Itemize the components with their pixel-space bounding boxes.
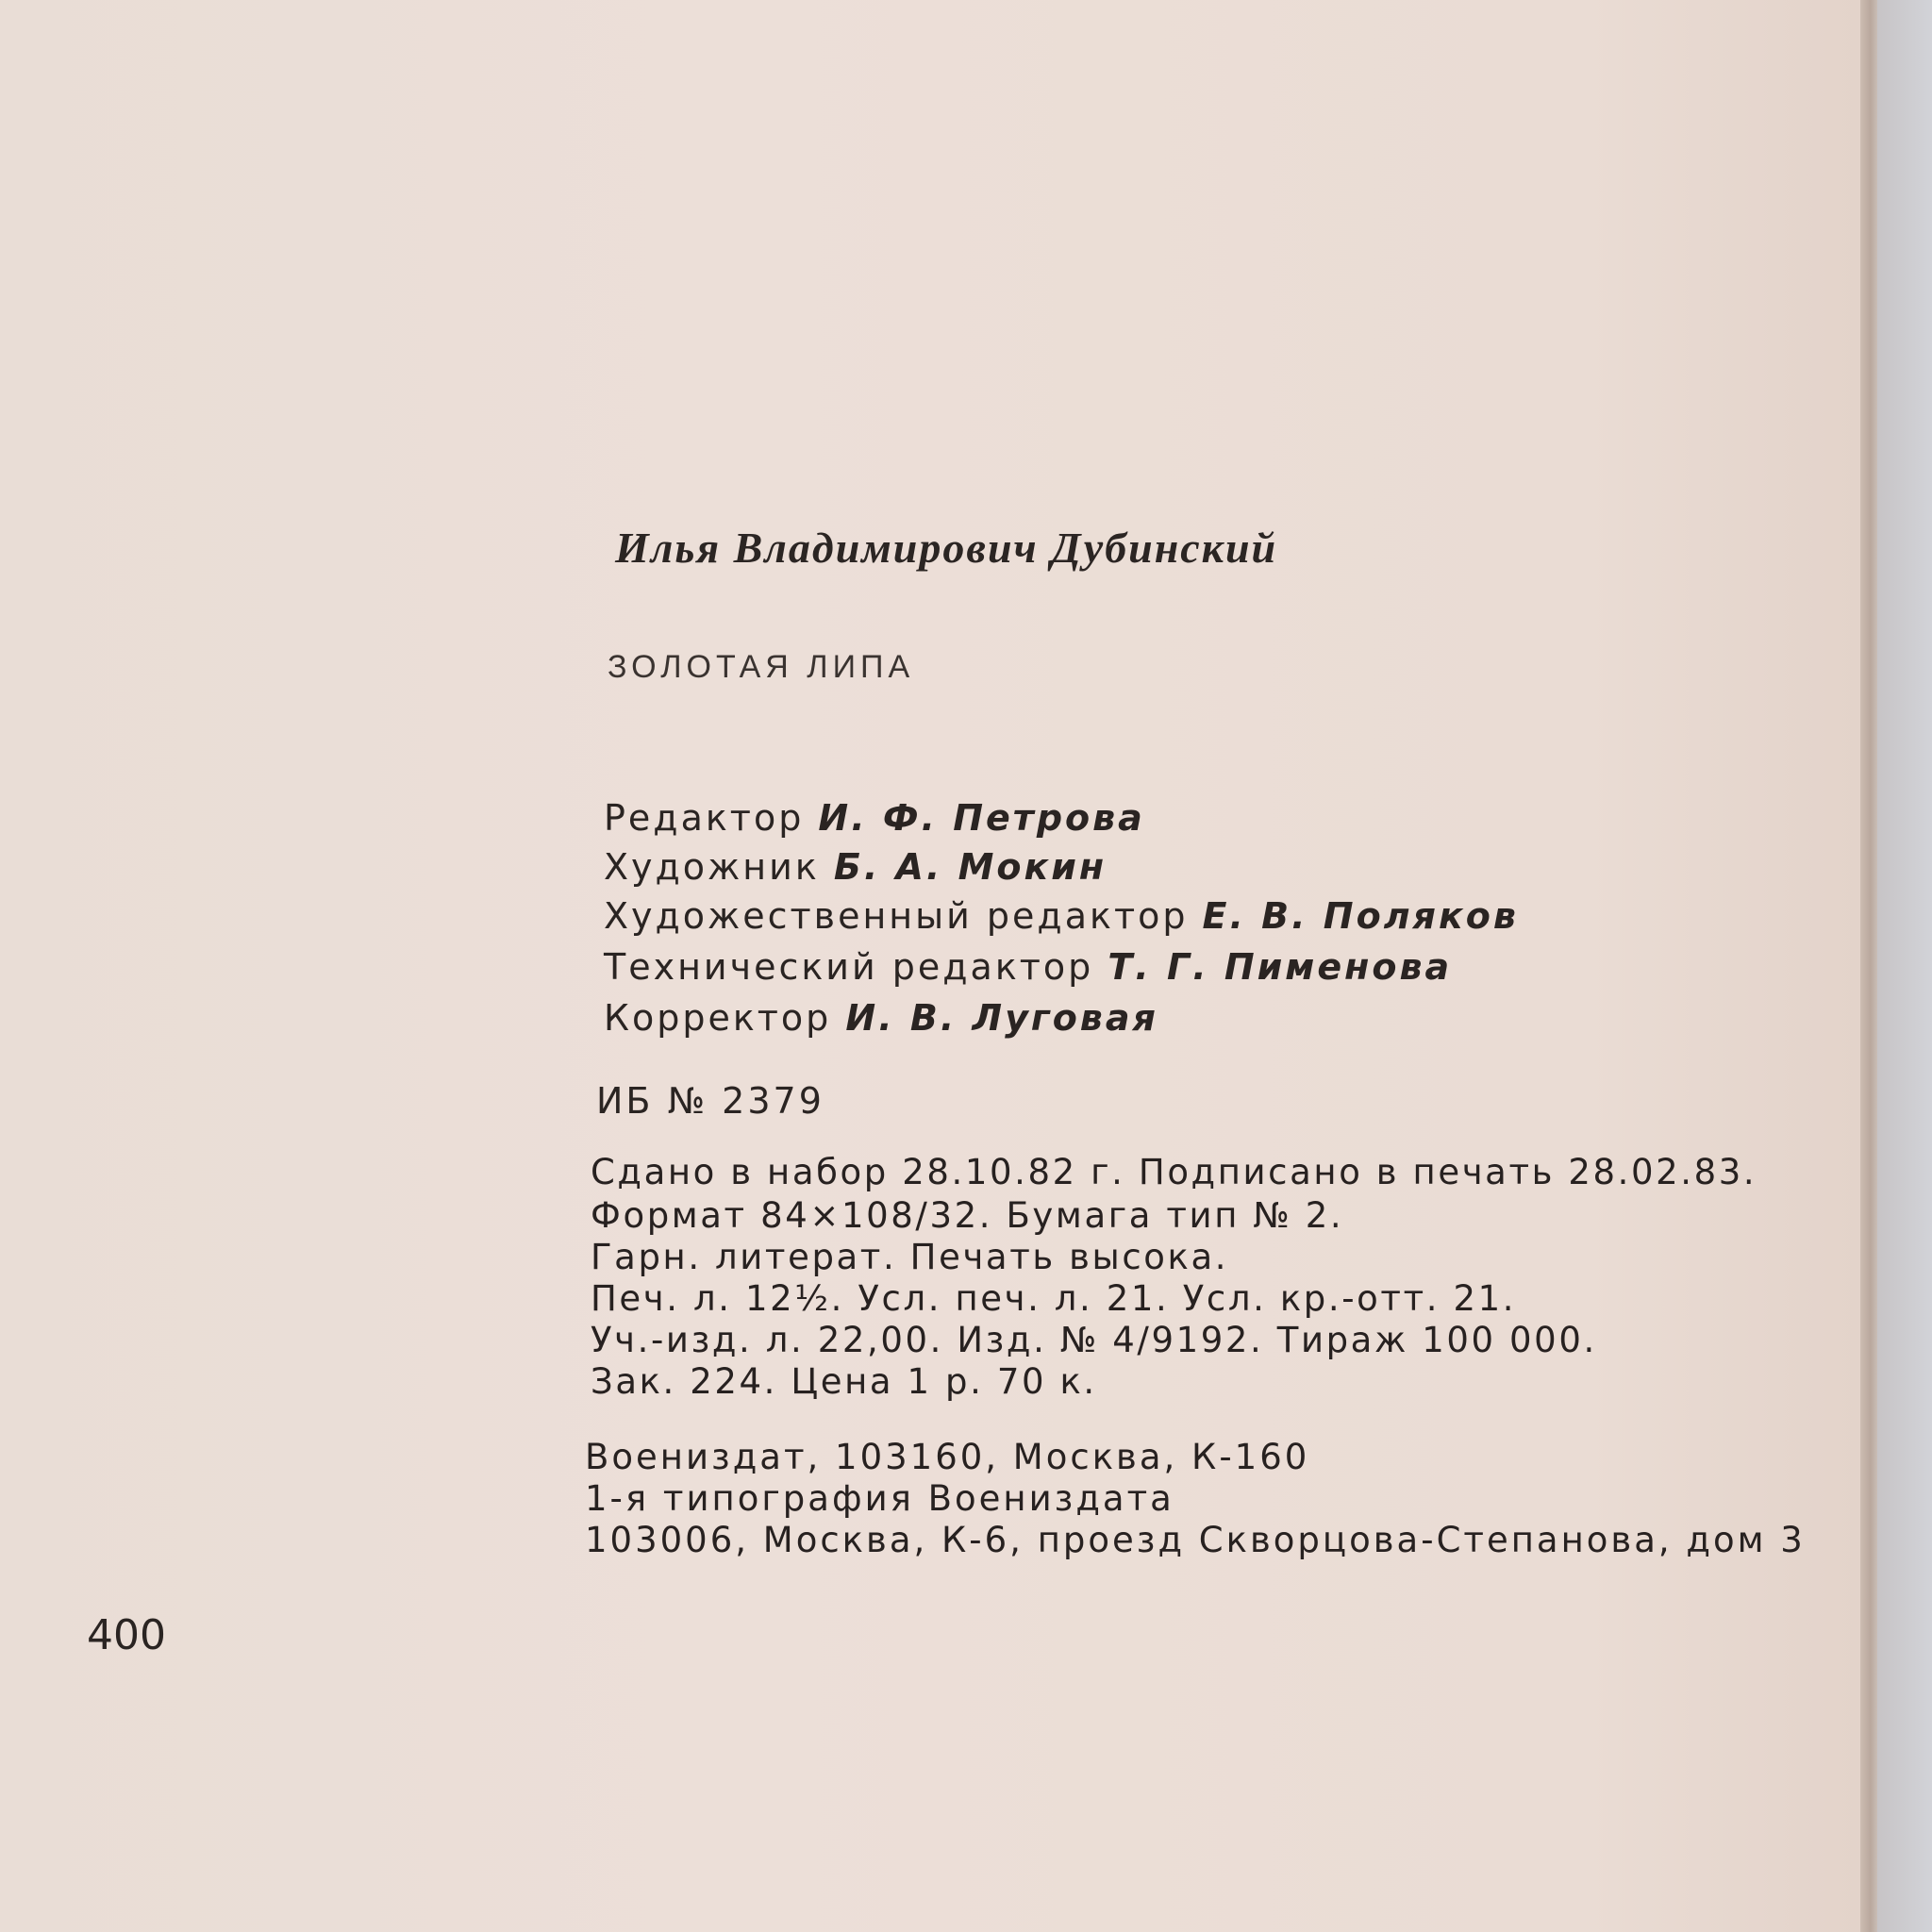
credit-person: И. Ф. Петрова: [818, 797, 1145, 839]
credit-person: Т. Г. Пименова: [1108, 946, 1453, 988]
book-title: ЗОЛОТАЯ ЛИПА: [608, 649, 915, 685]
page-number: 400: [87, 1611, 166, 1659]
credit-artist: [604, 846, 1108, 888]
imprint-line: Печ. л. 12½. Усл. печ. л. 21. Усл. кр.-отт. 21.: [591, 1278, 1517, 1319]
page-edge: [1860, 0, 1877, 1932]
credit-person: И. В. Луговая: [845, 997, 1158, 1039]
publisher-line: Воениздат, 103160, Москва, К-160: [585, 1437, 1310, 1477]
credit-role: Корректор: [604, 997, 832, 1039]
credit-role: Художник: [604, 846, 820, 888]
publisher-line: 103006, Москва, К-6, проезд Скворцова-Степанова, дом 3: [585, 1520, 1806, 1560]
credit-role: Технический редактор: [604, 946, 1094, 988]
imprint-line: Гарн. литерат. Печать высока.: [591, 1237, 1229, 1277]
author-name: Илья Владимирович Дубинский: [615, 524, 1278, 572]
imprint-line: Уч.-изд. л. 22,00. Изд. № 4/9192. Тираж 100 000.: [591, 1320, 1597, 1360]
credit-art-editor: [604, 895, 1519, 937]
credit-person: Б. А. Мокин: [833, 846, 1108, 888]
credit-person: Е. В. Поляков: [1202, 895, 1519, 937]
publisher-line: 1-я типография Воениздата: [585, 1478, 1174, 1519]
credit-role: Редактор: [604, 797, 805, 839]
credit-proofreader: [604, 997, 1158, 1039]
imprint-line: Формат 84×108/32. Бумага тип № 2.: [591, 1195, 1344, 1236]
credit-editor: [604, 797, 1145, 839]
ib-number: ИБ № 2379: [596, 1080, 824, 1122]
imprint-line: Сдано в набор 28.10.82 г. Подписано в печать 28.02.83.: [591, 1152, 1757, 1192]
imprint-line: Зак. 224. Цена 1 р. 70 к.: [591, 1361, 1097, 1402]
credit-tech-editor: [604, 946, 1453, 988]
credit-role: Художественный редактор: [604, 895, 1189, 937]
background-surface: [1877, 0, 1932, 1932]
